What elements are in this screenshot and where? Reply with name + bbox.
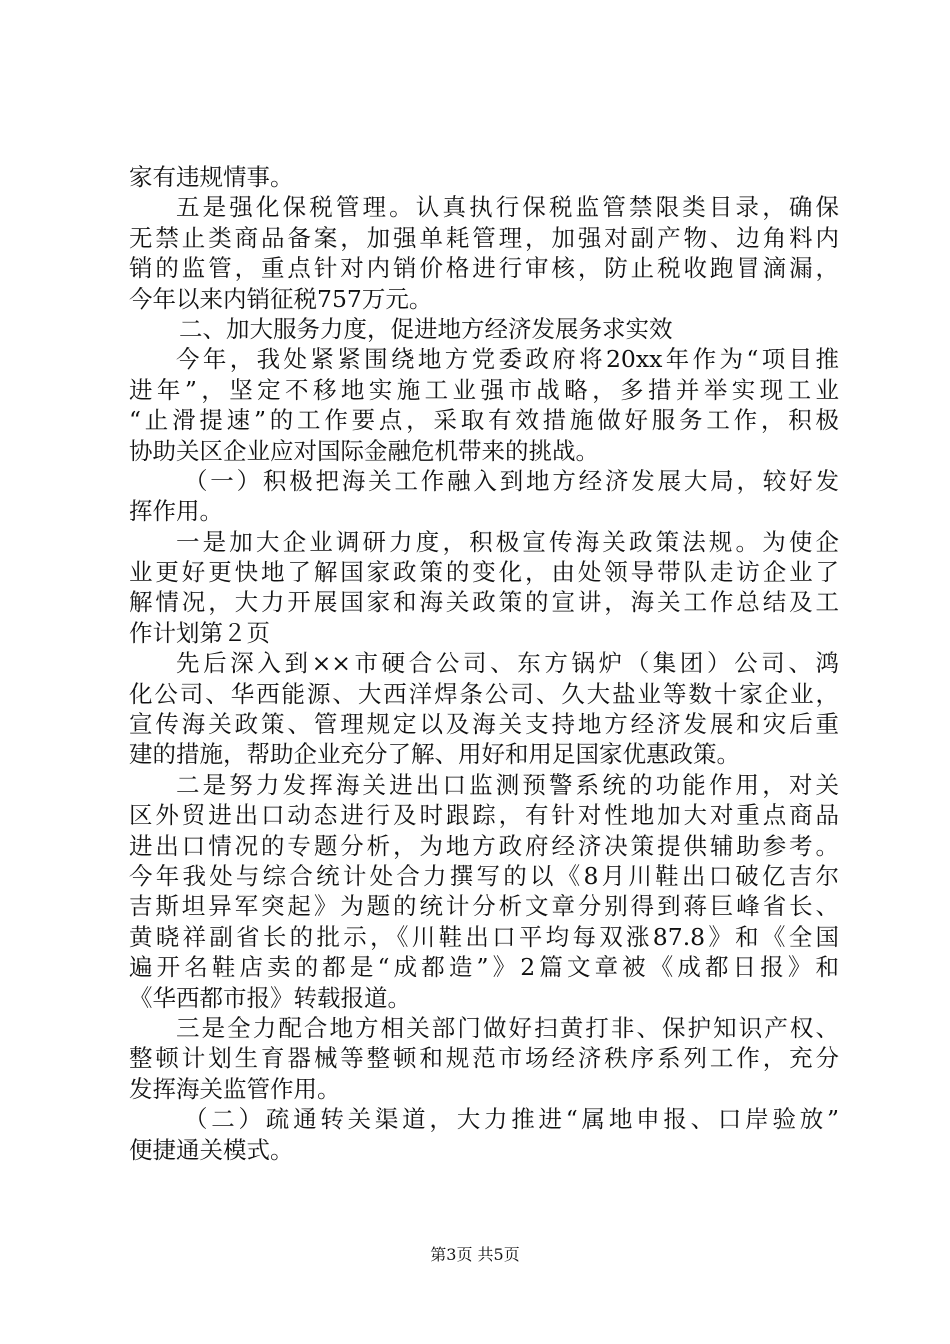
text-line: 遍开名鞋店卖的都是“成都造”》2篇文章被《成都日报》和: [129, 953, 839, 982]
text-line: 发挥海关监管作用。: [129, 1074, 341, 1103]
text-line: 便捷通关模式。: [129, 1135, 294, 1164]
text-line: 五是强化保税管理。认真执行保税监管禁限类目录，确保: [176, 193, 839, 222]
text-line: 解情况，大力开展国家和海关政策的宣讲，海关工作总结及工: [129, 588, 839, 617]
text-line: 《华西都市报》转载报道。: [129, 983, 411, 1012]
text-line: 挥作用。: [129, 497, 223, 526]
text-line: 今年，我处紧紧围绕地方党委政府将20xx年作为“项目推: [176, 345, 839, 374]
text-line: 进出口情况的专题分析，为地方政府经济决策提供辅助参考。: [129, 831, 839, 860]
text-line: 先后深入到××市硬合公司、东方锅炉（集团）公司、鸿: [176, 649, 839, 678]
text-line: 今年以来内销征税757万元。: [129, 284, 433, 313]
subsection-heading: （一）积极把海关工作融入到地方经济发展大局，较好发: [184, 466, 839, 495]
text-line: 区外贸进出口动态进行及时跟踪，有针对性地加大对重点商品: [129, 801, 839, 830]
text-line: 二是努力发挥海关进出口监测预警系统的功能作用，对关: [176, 770, 839, 799]
text-line: 一是加大企业调研力度，积极宣传海关政策法规。为使企: [176, 527, 839, 556]
text-line: 无禁止类商品备案，加强单耗管理，加强对副产物、边角料内: [129, 223, 839, 252]
text-line: 作计划第２页: [129, 618, 270, 647]
text-line: 建的措施，帮助企业充分了解、用好和用足国家优惠政策。: [129, 740, 740, 769]
document-body: [129, 162, 839, 1165]
text-line: 宣传海关政策、管理规定以及海关支持地方经济发展和灾后重: [129, 710, 839, 739]
text-line: 销的监管，重点针对内销价格进行审核，防止税收跑冒滴漏，: [129, 254, 839, 283]
text-line: 协助关区企业应对国际金融危机带来的挑战。: [129, 436, 599, 465]
text-line: 吉斯坦异军突起》为题的统计分析文章分别得到蒋巨峰省长、: [129, 892, 839, 921]
text-line: 化公司、华西能源、大西洋焊条公司、久大盐业等数十家企业，: [129, 679, 839, 708]
text-line: 业更好更快地了解国家政策的变化，由处领导带队走访企业了: [129, 558, 839, 587]
section-heading: 二、加大服务力度，促进地方经济发展务求实效: [179, 314, 673, 343]
page-footer: 第3页 共5页: [430, 1245, 520, 1264]
text-line: 黄晓祥副省长的批示，《川鞋出口平均每双涨87.8》和《全国: [129, 922, 839, 951]
text-line: 三是全力配合地方相关部门做好扫黄打非、保护知识产权、: [176, 1013, 839, 1042]
text-line: “止滑提速”的工作要点，采取有效措施做好服务工作，积极: [129, 406, 839, 435]
subsection-heading: （二）疏通转关渠道，大力推进“属地申报、口岸验放”: [184, 1105, 839, 1134]
text-line: 进年”，坚定不移地实施工业强市战略，多措并举实现工业: [129, 375, 839, 404]
text-line: 整顿计划生育器械等整顿和规范市场经济秩序系列工作，充分: [129, 1044, 839, 1073]
text-line: 今年我处与综合统计处合力撰写的以《8月川鞋出口破亿吉尔: [129, 861, 839, 890]
text-line: 家有违规情事。: [129, 163, 294, 191]
